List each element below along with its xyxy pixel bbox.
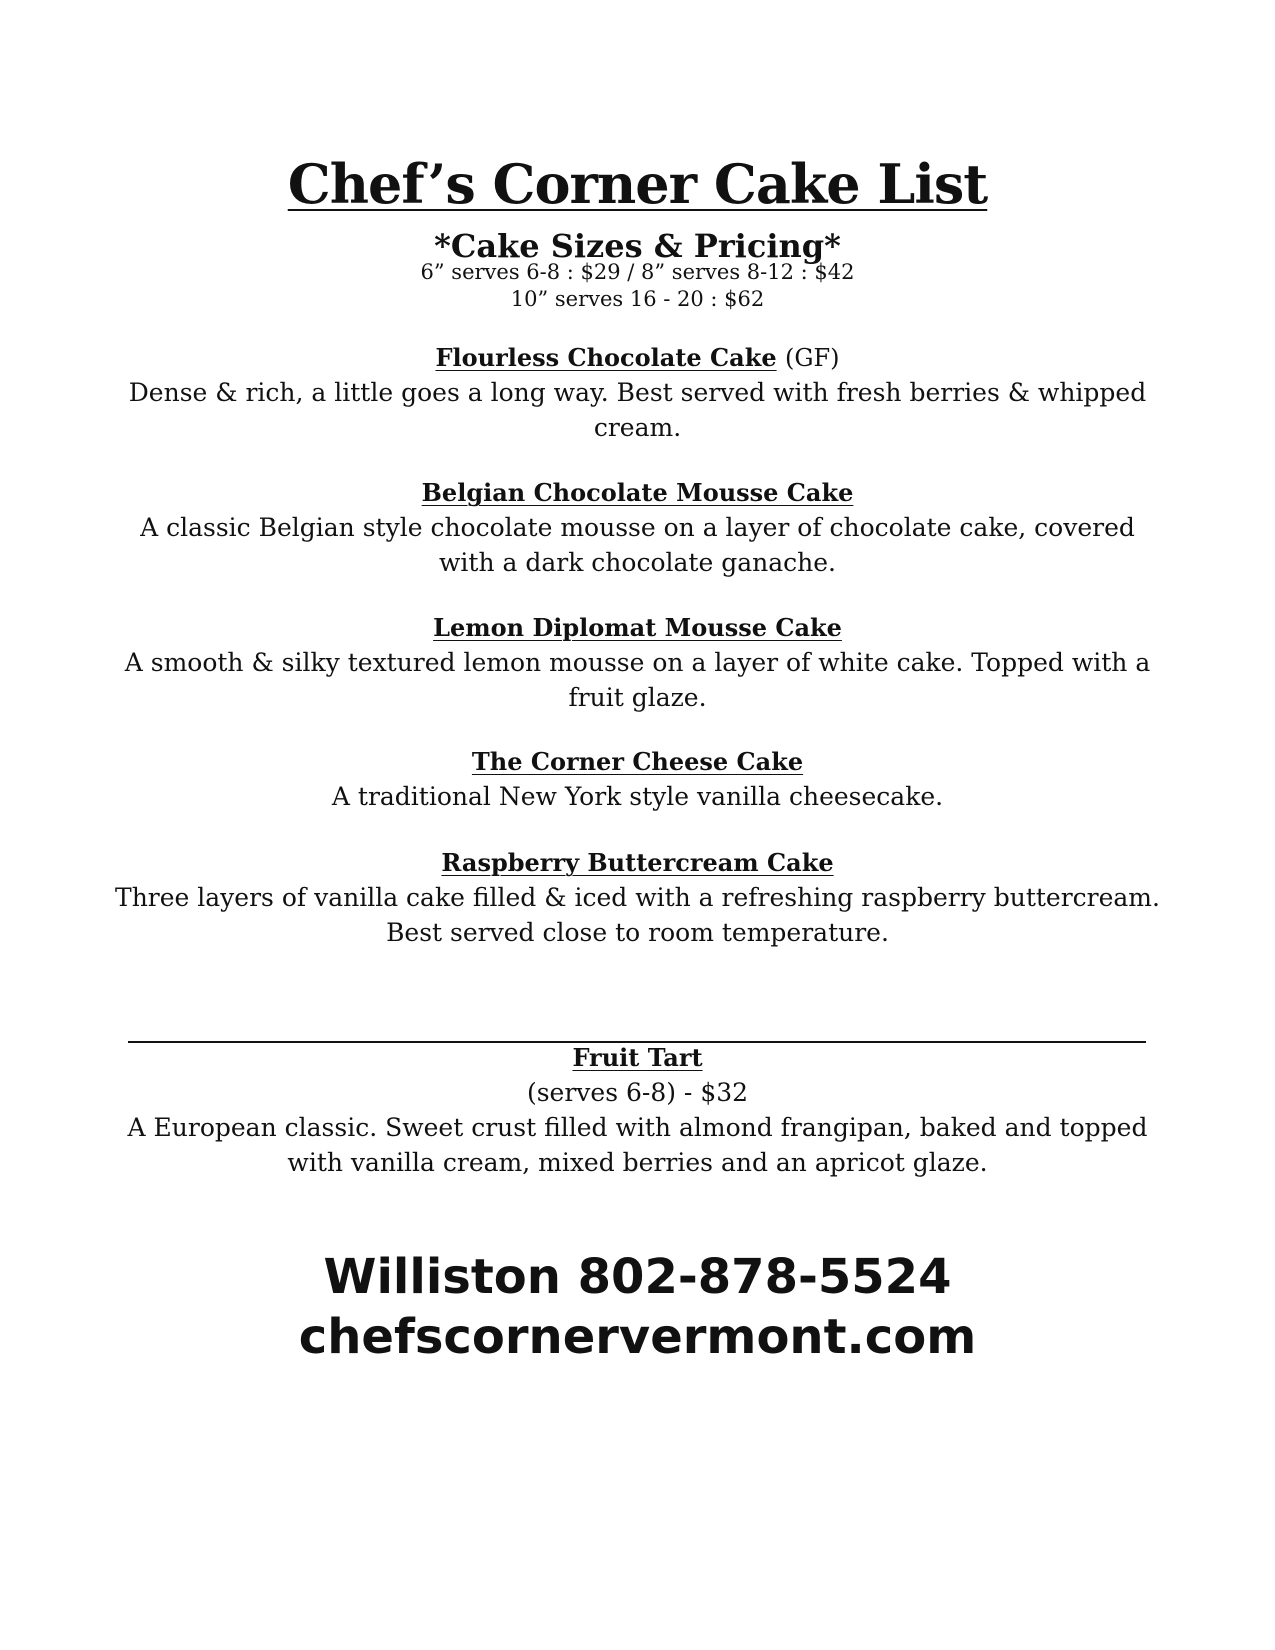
cake-item-belgian-chocolate-mousse [110,476,1165,580]
cake-heading [110,611,1165,645]
cake-name: Flourless Chocolate Cake [435,343,777,372]
sizes-line-2: 10” serves 16 - 20 : $62 [510,287,765,311]
tart-heading [110,1041,1165,1075]
contact-website: chefscornervermont.com [298,1309,977,1365]
cake-name: Belgian Chocolate Mousse Cake [421,478,854,507]
tart-description: A European classic. Sweet crust filled with almond frangipan, baked and topped with vanilla cream, mixed berries and an apricot glaze. [127,1113,1148,1177]
page-title [0,152,1275,216]
gluten-free-tag: (GF) [784,344,840,372]
cake-heading [110,476,1165,510]
cake-item-raspberry-buttercream [110,846,1165,950]
sizes-line-1: 6” serves 6-8 : $29 / 8” serves 8-12 : $42 [420,260,855,284]
cake-item-lemon-diplomat-mousse [110,611,1165,715]
cake-name: Raspberry Buttercream Cake [441,848,834,877]
cake-item-corner-cheese-cake [110,745,1165,814]
cake-name: Lemon Diplomat Mousse Cake [433,613,842,642]
cake-description: A smooth & silky textured lemon mousse on a layer of white cake. Topped with a fruit glaze. [124,648,1151,712]
cake-description: A traditional New York style vanilla cheesecake. [331,782,944,811]
page-title-text: Chef’s Corner Cake List [287,152,988,216]
cake-heading [110,846,1165,880]
tart-serves-price: (serves 6-8) - $32 [526,1078,749,1107]
cake-heading [110,745,1165,779]
cake-description: Dense & rich, a little goes a long way. Best served with fresh berries & whipped cream. [128,378,1147,442]
cake-item-flourless-chocolate [110,341,1165,445]
cake-description: Three layers of vanilla cake filled & iced with a refreshing raspberry buttercream. Best served close to room temperature. [115,883,1160,947]
cake-name: The Corner Cheese Cake [471,747,804,776]
contact-phone: Williston 802-878-5524 [323,1249,952,1305]
sizes-heading: *Cake Sizes & Pricing* [434,227,841,265]
tart-item-fruit-tart [110,1041,1165,1180]
tart-name: Fruit Tart [572,1043,703,1072]
cake-description: A classic Belgian style chocolate mousse on a layer of chocolate cake, covered with a dark chocolate ganache. [140,513,1135,577]
cake-heading [110,341,1165,375]
